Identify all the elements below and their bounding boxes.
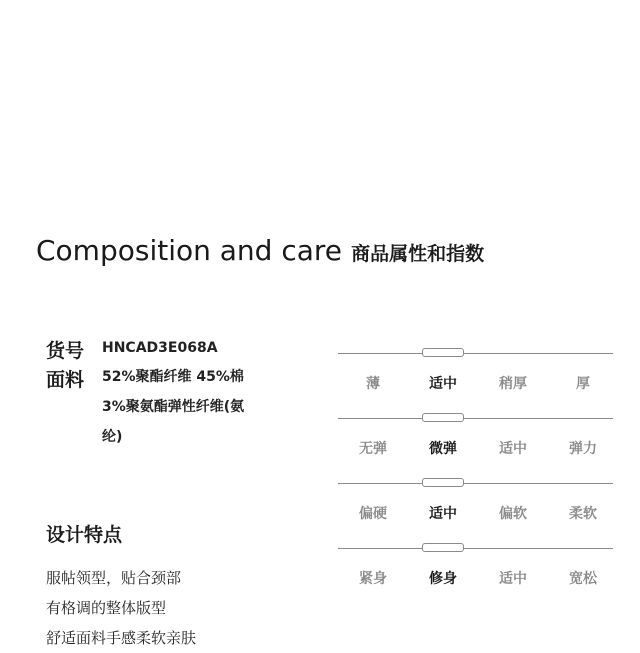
scale-track <box>338 548 613 549</box>
scale-option: 弹力 <box>569 441 597 457</box>
scale-option: 稍厚 <box>499 376 527 392</box>
scale-option: 紧身 <box>359 571 387 587</box>
scale-option: 偏软 <box>499 506 527 522</box>
scale-track <box>338 418 613 419</box>
features-title: 设计特点 <box>46 524 123 546</box>
sku-label: 货号 <box>46 340 85 362</box>
scale-option: 无弹 <box>359 441 387 457</box>
scale-thumb <box>422 413 464 422</box>
scale-fit <box>338 543 613 608</box>
scale-track <box>338 483 613 484</box>
scale-thumb <box>422 478 464 487</box>
spec-row-sku <box>46 334 266 362</box>
scale-softness <box>338 478 613 543</box>
scale-option: 宽松 <box>569 571 597 587</box>
fabric-value <box>102 362 262 452</box>
scale-option: 适中 <box>429 506 457 522</box>
heading-english: Composition and care <box>36 234 343 267</box>
scale-option: 适中 <box>499 441 527 457</box>
scale-option: 微弹 <box>429 441 457 457</box>
feature-item: 有格调的整体版型 <box>46 599 167 617</box>
scale-elasticity <box>338 413 613 478</box>
scale-thumb <box>422 348 464 357</box>
scale-option: 偏硬 <box>359 506 387 522</box>
fabric-line: 3%聚氨酯弹性纤维(氨 <box>102 399 245 415</box>
index-scales <box>338 348 613 608</box>
sku-value: HNCAD3E068A <box>102 340 218 356</box>
scale-option: 薄 <box>366 376 380 392</box>
scale-option: 柔软 <box>569 506 597 522</box>
scale-track <box>338 353 613 354</box>
scale-option: 适中 <box>499 571 527 587</box>
scale-thumb <box>422 543 464 552</box>
scale-option: 适中 <box>429 376 457 392</box>
scale-thickness <box>338 348 613 413</box>
spec-list <box>46 334 266 452</box>
fabric-label: 面料 <box>46 369 85 391</box>
feature-item: 舒适面料手感柔软亲肤 <box>46 629 197 647</box>
spec-row-fabric <box>46 362 266 452</box>
scale-option: 厚 <box>576 376 590 392</box>
feature-list <box>46 563 196 653</box>
feature-item: 服帖领型，贴合颈部 <box>46 569 182 587</box>
fabric-line: 纶) <box>102 429 123 445</box>
heading-chinese: 商品属性和指数 <box>351 243 485 265</box>
section-heading <box>36 234 484 267</box>
scale-option: 修身 <box>429 571 457 587</box>
fabric-line: 52%聚酯纤维 45%棉 <box>102 369 244 385</box>
